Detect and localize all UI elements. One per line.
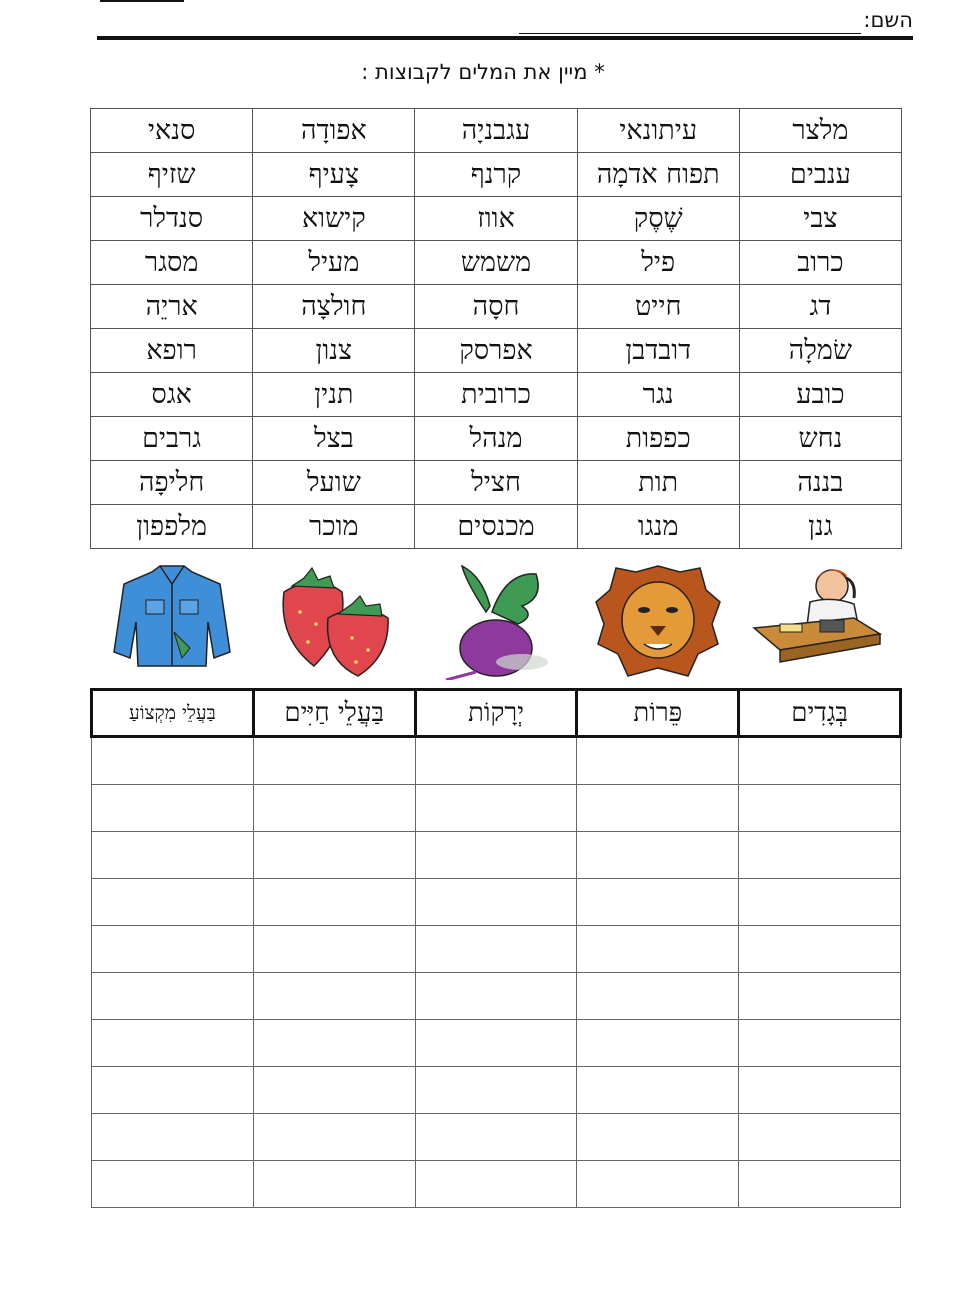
word-cell: אריֵה [91, 285, 253, 329]
answer-cell[interactable] [253, 737, 415, 785]
word-cell: צָעיף [253, 153, 415, 197]
word-cell: אפודָה [253, 109, 415, 153]
answer-cell[interactable] [415, 1161, 577, 1208]
answer-cell[interactable] [253, 1161, 415, 1208]
word-cell: תפוח אדמָה [577, 153, 739, 197]
word-row [91, 329, 902, 373]
answer-cell[interactable] [92, 1020, 254, 1067]
beet-icon [416, 562, 578, 684]
word-row [91, 197, 902, 241]
answer-cell[interactable] [253, 1114, 415, 1161]
answer-cell[interactable] [577, 926, 739, 973]
answer-cell[interactable] [415, 1114, 577, 1161]
answer-row [92, 1020, 901, 1067]
answer-cell[interactable] [739, 737, 901, 785]
answer-cell[interactable] [415, 926, 577, 973]
answer-row [92, 737, 901, 785]
answer-cell[interactable] [92, 879, 254, 926]
answer-cell[interactable] [415, 879, 577, 926]
word-cell: תות [577, 461, 739, 505]
answer-cell[interactable] [92, 926, 254, 973]
answer-cell[interactable] [739, 785, 901, 832]
name-row [518, 6, 913, 34]
word-cell: שֶׁסֶק [577, 197, 739, 241]
word-cell: קישוא [253, 197, 415, 241]
word-cell: עיתונאי [577, 109, 739, 153]
answer-cell[interactable] [577, 832, 739, 879]
word-cell: גרבים [91, 417, 253, 461]
word-cell: כרובית [415, 373, 577, 417]
answer-cell[interactable] [415, 1067, 577, 1114]
answer-cell[interactable] [253, 1020, 415, 1067]
word-cell: מוכר [253, 505, 415, 549]
answer-cell[interactable] [253, 832, 415, 879]
answer-row [92, 1067, 901, 1114]
word-cell: מנהל [415, 417, 577, 461]
word-row [91, 373, 902, 417]
word-cell: מסגר [91, 241, 253, 285]
answer-cell[interactable] [253, 785, 415, 832]
header-rule [97, 36, 913, 40]
header-animals: בַּעֲלֵי חַיִּים [253, 690, 415, 737]
sort-table [90, 688, 902, 1208]
category-pictures [90, 562, 902, 684]
word-cell: נחש [739, 417, 901, 461]
answer-cell[interactable] [577, 879, 739, 926]
word-cell: שועל [253, 461, 415, 505]
answer-row [92, 832, 901, 879]
answer-cell[interactable] [577, 973, 739, 1020]
word-row [91, 461, 902, 505]
answer-cell[interactable] [739, 973, 901, 1020]
word-cell: חולצָה [253, 285, 415, 329]
word-cell: חציל [415, 461, 577, 505]
answer-cell[interactable] [92, 1161, 254, 1208]
answer-cell[interactable] [739, 926, 901, 973]
answer-row [92, 785, 901, 832]
answer-cell[interactable] [577, 1020, 739, 1067]
word-row [91, 417, 902, 461]
header-fruits: פֵּרוֹת [577, 690, 739, 737]
word-cell: מלפפון [91, 505, 253, 549]
lion-icon [578, 562, 740, 684]
word-row [91, 505, 902, 549]
word-cell: מעיל [253, 241, 415, 285]
word-cell: צנון [253, 329, 415, 373]
word-cell: פיל [577, 241, 739, 285]
answer-cell[interactable] [253, 973, 415, 1020]
word-cell: מכנסים [415, 505, 577, 549]
word-cell: נגר [577, 373, 739, 417]
strawberries-icon [254, 562, 416, 684]
answer-cell[interactable] [253, 926, 415, 973]
answer-cell[interactable] [739, 1067, 901, 1114]
answer-row [92, 1161, 901, 1208]
answer-cell[interactable] [415, 785, 577, 832]
word-cell: סנדלר [91, 197, 253, 241]
header-professions: בַּעֲלֵי מִקְצוֹעַ [92, 690, 254, 737]
answer-cell[interactable] [415, 832, 577, 879]
denim-jacket-icon [92, 562, 254, 684]
answer-cell[interactable] [739, 1161, 901, 1208]
word-cell: מלצר [739, 109, 901, 153]
name-label: השם: [863, 8, 913, 32]
answer-cell[interactable] [92, 785, 254, 832]
word-cell: גנן [739, 505, 901, 549]
answer-cell[interactable] [92, 832, 254, 879]
answer-cell[interactable] [739, 879, 901, 926]
header-clothes: בְּגָדִים [739, 690, 901, 737]
word-cell: אגס [91, 373, 253, 417]
answer-cell[interactable] [577, 1114, 739, 1161]
answer-cell[interactable] [577, 785, 739, 832]
word-cell: צבי [739, 197, 901, 241]
answer-row [92, 1114, 901, 1161]
answer-cell[interactable] [739, 1114, 901, 1161]
name-field-line[interactable] [519, 33, 861, 34]
answer-cell[interactable] [739, 1020, 901, 1067]
answer-cell[interactable] [415, 973, 577, 1020]
word-cell: כובע [739, 373, 901, 417]
answer-row [92, 926, 901, 973]
word-cell: תנין [253, 373, 415, 417]
word-cell: מנגו [577, 505, 739, 549]
header-vegetables: יְרָקוֹת [415, 690, 577, 737]
word-cell: רופא [91, 329, 253, 373]
word-cell: חסָה [415, 285, 577, 329]
answer-row [92, 973, 901, 1020]
answer-cell[interactable] [577, 1161, 739, 1208]
answer-cell[interactable] [415, 1020, 577, 1067]
answer-cell[interactable] [253, 1067, 415, 1114]
answer-cell[interactable] [415, 737, 577, 785]
answer-cell[interactable] [92, 737, 254, 785]
word-cell: דג [739, 285, 901, 329]
word-cell: כרוב [739, 241, 901, 285]
word-cell: כפפות [577, 417, 739, 461]
answer-cell[interactable] [92, 1067, 254, 1114]
word-row [91, 109, 902, 153]
word-cell: עגבניָה [415, 109, 577, 153]
word-cell: קרנף [415, 153, 577, 197]
word-row [91, 285, 902, 329]
word-cell: דובדבן [577, 329, 739, 373]
answer-cell[interactable] [253, 879, 415, 926]
answer-cell[interactable] [577, 1067, 739, 1114]
answer-cell[interactable] [92, 973, 254, 1020]
answer-row [92, 879, 901, 926]
word-cell: שזיף [91, 153, 253, 197]
word-table [90, 108, 902, 549]
instruction-text: * מיין את המלים לקבוצות : [361, 60, 605, 84]
office-worker-phone-icon [740, 562, 902, 684]
word-cell: סנאי [91, 109, 253, 153]
answer-cell[interactable] [577, 737, 739, 785]
word-cell: ענבים [739, 153, 901, 197]
word-row [91, 241, 902, 285]
word-cell: אווז [415, 197, 577, 241]
word-cell: חליפָה [91, 461, 253, 505]
word-cell: אפרסק [415, 329, 577, 373]
answer-cell[interactable] [739, 832, 901, 879]
word-row [91, 153, 902, 197]
word-cell: שׂמלָה [739, 329, 901, 373]
word-cell: בננה [739, 461, 901, 505]
word-cell: בצל [253, 417, 415, 461]
word-cell: חייט [577, 285, 739, 329]
word-cell: משמש [415, 241, 577, 285]
top-mark-line [100, 0, 184, 2]
answer-cell[interactable] [92, 1114, 254, 1161]
